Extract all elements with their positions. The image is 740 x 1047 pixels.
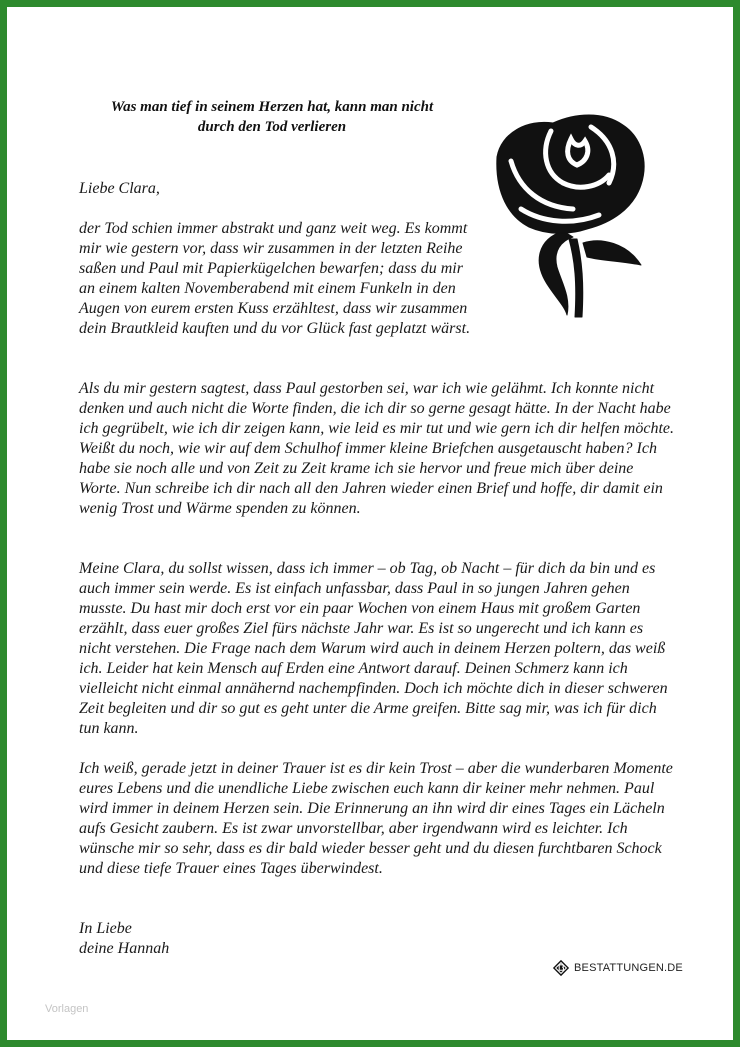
rose-icon xyxy=(491,111,651,321)
brand-logo xyxy=(552,959,683,977)
brand-name: BESTATTUNGEN.DE xyxy=(574,962,683,974)
closing xyxy=(79,919,169,959)
closing-line-1: In Liebe xyxy=(79,920,132,937)
title-line-2: durch den Tod verlieren xyxy=(197,119,347,135)
paragraph-3: Meine Clara, du sollst wissen, dass ich immer – ob Tag, ob Nacht – für dich da bin und es auch immer sein werde. Es ist einfach unfassbar, dass Paul in so jungen Jahren gehen musste. Du hast mir doch erst vor ein paar Wochen von einem Haus mit großem Garten erzählt, dass euer großes Ziel fürs nächste Jahr war. Es ist so ungerecht und ich kann es nicht verstehen. Die Frage nach dem Warum wird auch in deinem Herzen poltern, das weiß ich. Leider hat kein Mensch auf Erden eine Antwort darauf. Deinen Schmerz kann ich vielleicht nicht einmal annähernd nachempfinden. Doch ich möchte dich in dieser schweren Zeit begleiten und dir so gut es geht unter die Arme greifen. Bitte sag mir, was ich für dich tun kann. xyxy=(79,560,668,737)
watermark: Vorlagen xyxy=(45,1003,89,1015)
paragraph-1: der Tod schien immer abstrakt und ganz weit weg. Es kommt mir wie gestern vor, dass wir zusammen in der letzten Reihe saßen und Paul mit Papierkügelchen bewarfen; dass du mir an einem kalten Novemberabend mit einem Funkeln in den Augen von eurem ersten Kuss erzähltest, dass wir zusammen dein Brautkleid kauften und du vor Glück fast geplatzt wärst. xyxy=(79,220,471,337)
salutation: Liebe Clara, xyxy=(79,180,160,197)
brand-logo-icon xyxy=(552,959,570,977)
title-line-1: Was man tief in seinem Herzen hat, kann man nicht xyxy=(110,99,434,115)
letter-title xyxy=(77,97,467,137)
signature: deine Hannah xyxy=(79,940,170,957)
paragraph-2: Als du mir gestern sagtest, dass Paul gestorben sei, war ich wie gelähmt. Ich konnte nicht denken und auch nicht die Worte finden, die ich dir so gerne gesagt hätte. In der Nacht habe ich gegrübelt, wie ich dir zeigen kann, wie leid es mir tut und wie gern ich dir helfen möchte. Weißt du noch, wie wir auf dem Schulhof immer kleine Briefchen ausgetauscht haben? Ich habe sie noch alle und von Zeit zu Zeit krame ich sie hervor und freue mich über deine Worte. Nun schreibe ich dir nach all den Jahren wieder einen Brief und hoffe, dir damit ein wenig Trost und Wärme spenden zu können. xyxy=(79,380,674,517)
paragraph-4: Ich weiß, gerade jetzt in deiner Trauer ist es dir kein Trost – aber die wunderbaren Momente eures Lebens und die unendliche Liebe zwischen euch kann dir keiner mehr nehmen. Paul wird immer in deinem Herzen sein. Die Erinnerung an ihn wird dir eines Tages ein Lächeln aufs Gesicht zaubern. Es ist zwar unvorstellbar, aber irgendwann wird es leichter. Ich wünsche mir so sehr, dass es dir bald wieder besser geht und du diesen furchtbaren Schock und diese tiefe Trauer eines Tages überwindest. xyxy=(79,760,673,877)
